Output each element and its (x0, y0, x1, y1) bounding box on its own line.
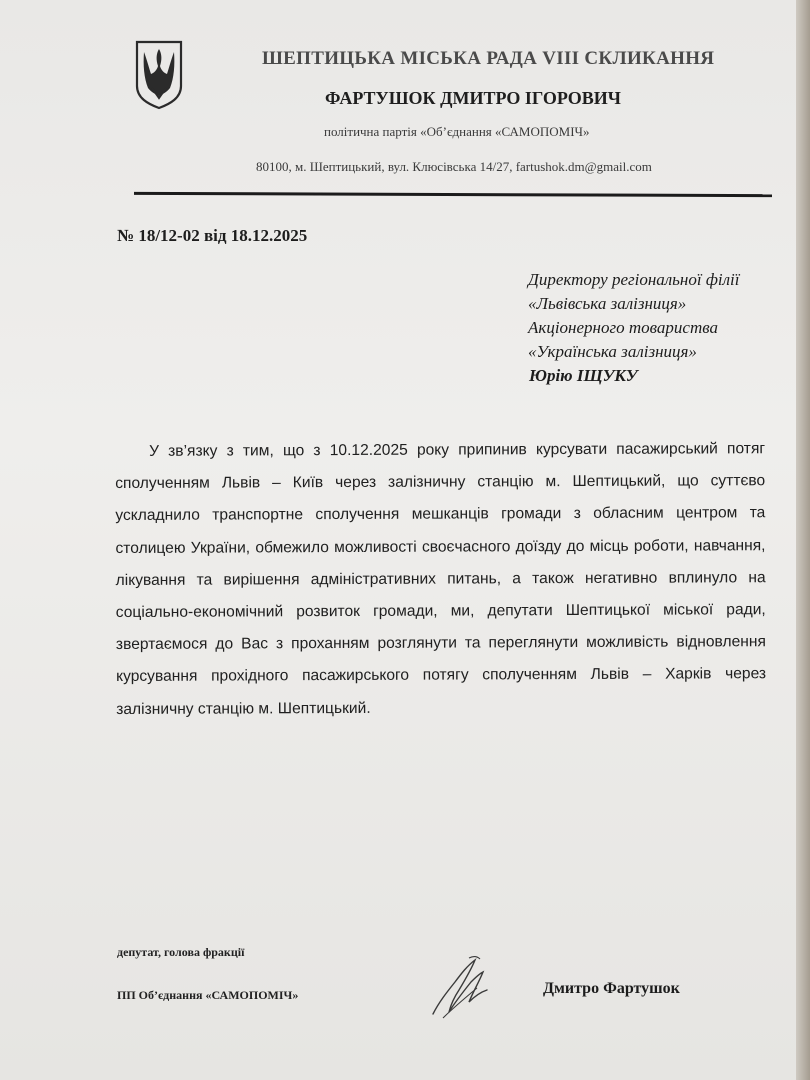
signer-name: Дмитро Фартушок (543, 980, 680, 997)
letter-body-paragraph: У зв’язку з тим, що з 10.12.2025 року припинив курсувати пасажирський потяг сполученням Львів – Київ через залізничну станцію м. Шептицький, що суттєво ускладнило транспортне сполучення мешканців громади з обласним центром та столицею України, обмежило можливості своєчасного доїзду до місць роботи, навчання, лікування та вирішення адміністративних питань, а також негативно вплинуло на соціально-економічний розвиток громади, ми, депутати Шептицької міської ради, звертаємося до Вас з проханням розглянути та переглянути можливість відновлення курсування прохідного пасажирського потягу сполученням Львів – Харків через залізничну станцію м. Шептицький. (115, 440, 767, 718)
organization-title: ШЕПТИЦЬКА МІСЬКА РАДА VIII СКЛИКАННЯ (262, 48, 715, 69)
signer-party: ПП Об’єднання «САМОПОМІЧ» (117, 988, 299, 1002)
addressee-line: «Львівська залізниця» (528, 294, 687, 313)
addressee-line: Акціонерного товариства (528, 318, 718, 337)
signer-title: депутат, голова фракції (117, 945, 245, 959)
sender-address: 80100, м. Шептицький, вул. Клюсівська 14/27, fartushok.dm@gmail.com (256, 159, 652, 174)
page-edge-shadow (796, 0, 810, 1080)
sender-name: ФАРТУШОК ДМИТРО ІГОРОВИЧ (325, 88, 621, 108)
party-name: політична партія «Об’єднання «САМОПОМІЧ» (324, 124, 590, 139)
letterhead-divider (134, 192, 772, 197)
addressee-block (528, 268, 739, 388)
handwritten-signature (425, 952, 500, 1024)
addressee-name: Юрію ІЩУКУ (529, 366, 638, 385)
document-number: № 18/12-02 від 18.12.2025 (117, 226, 308, 245)
addressee-line: Директору регіональної філії (528, 270, 740, 289)
addressee-line: «Українська залізниця» (528, 342, 697, 361)
coat-of-arms-trident-icon (134, 40, 184, 110)
